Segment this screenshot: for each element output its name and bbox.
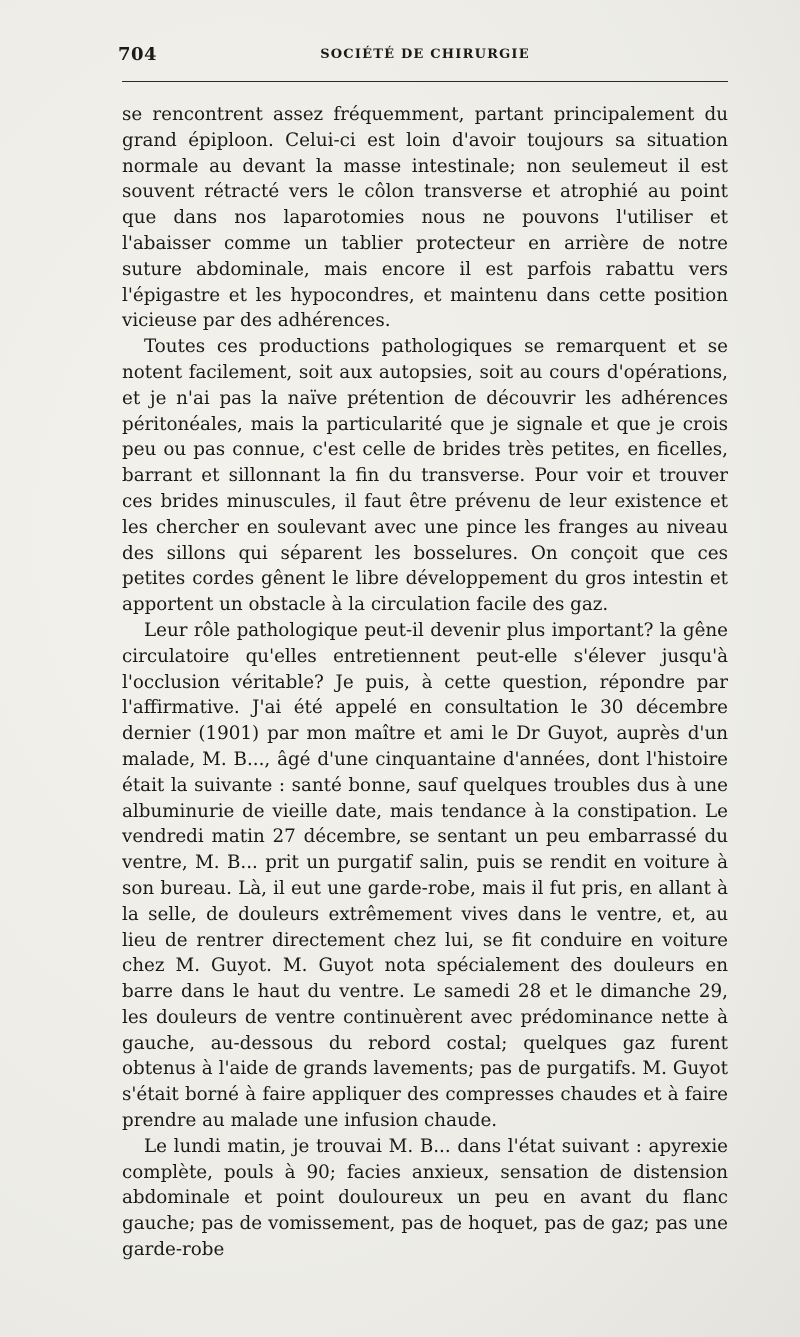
running-head — [118, 40, 728, 70]
paragraph-3: Leur rôle pathologique peut-il devenir plus important? la gêne circulatoire qu'elles entretiennent peut-elle s'élever jusqu'à l'occlusion véritable? Je puis, à cette question, répondre par l'affirmative. J'ai été appelé en consultation le 30 décembre dernier (1901) par mon maître et ami le Dr Guyot, auprès d'un malade, M. B..., âgé d'une cinquantaine d'années, dont l'histoire était la suivante : santé bonne, sauf quelques troubles dus à une albuminurie de vieille date, mais tendance à la constipation. Le vendredi matin 27 décembre, se sentant un peu embarrassé du ventre, M. B... prit un purgatif salin, puis se rendit en voiture à son bureau. Là, il eut une garde-robe, mais il fut pris, en allant à la selle, de douleurs extrêmement vives dans le ventre, et, au lieu de rentrer directement chez lui, se fit conduire en voiture chez M. Guyot. M. Guyot nota spécialement des douleurs en barre dans le haut du ventre. Le samedi 28 et le dimanche 29, les douleurs de ventre continuèrent avec prédominance nette à gauche, au-dessous du rebord costal; quelques gaz furent obtenus à l'aide de grands lavements; pas de purgatifs. M. Guyot s'était borné à faire appliquer des compresses chaudes et à faire prendre au malade une infusion chaude. — [122, 619, 728, 1132]
body-text — [122, 102, 728, 1263]
header-rule — [122, 81, 728, 82]
book-page — [118, 40, 728, 1261]
paragraph-2: Toutes ces productions pathologiques se remarquent et se notent facilement, soit aux autopsies, soit au cours d'opérations, et je n'ai pas la naïve prétention de découvrir les adhérences péritonéales, mais la particularité que je signale et que je crois peu ou pas connue, c'est celle de brides très petites, en ficelles, barrant et sillonnant la fin du transverse. Pour voir et trouver ces brides minuscules, il faut être prévenu de leur existence et les chercher en soulevant avec une pince les franges au niveau des sillons qui séparent les bosselures. On conçoit que ces petites cordes gênent le libre développement du gros intestin et apportent un obstacle à la circulation facile des gaz. — [122, 336, 728, 616]
paragraph-1: se rencontrent assez fréquemment, partant principalement du grand épiploon. Celui-ci est loin d'avoir toujours sa situation normale au devant la masse intestinale; non seulemeut il est souvent rétracté vers le côlon transverse et atrophié au point que dans nos laparotomies nous ne pouvons l'utiliser et l'abaisser comme un tablier protecteur en arrière de notre suture abdominale, mais encore il est parfois rabattu vers l'épigastre et les hypocondres, et maintenu dans cette position vicieuse par des adhérences. — [122, 104, 728, 332]
paragraph-4: Le lundi matin, je trouvai M. B... dans l'état suivant : apyrexie complète, pouls à 90; facies anxieux, sensation de distension abdominale et point douloureux un peu en avant du flanc gauche; pas de vomissement, pas de hoquet, pas de gaz; pas une garde-robe — [122, 1135, 728, 1261]
running-title: SOCIÉTÉ DE CHIRURGIE — [320, 47, 530, 62]
page-number: 704 — [118, 44, 158, 65]
